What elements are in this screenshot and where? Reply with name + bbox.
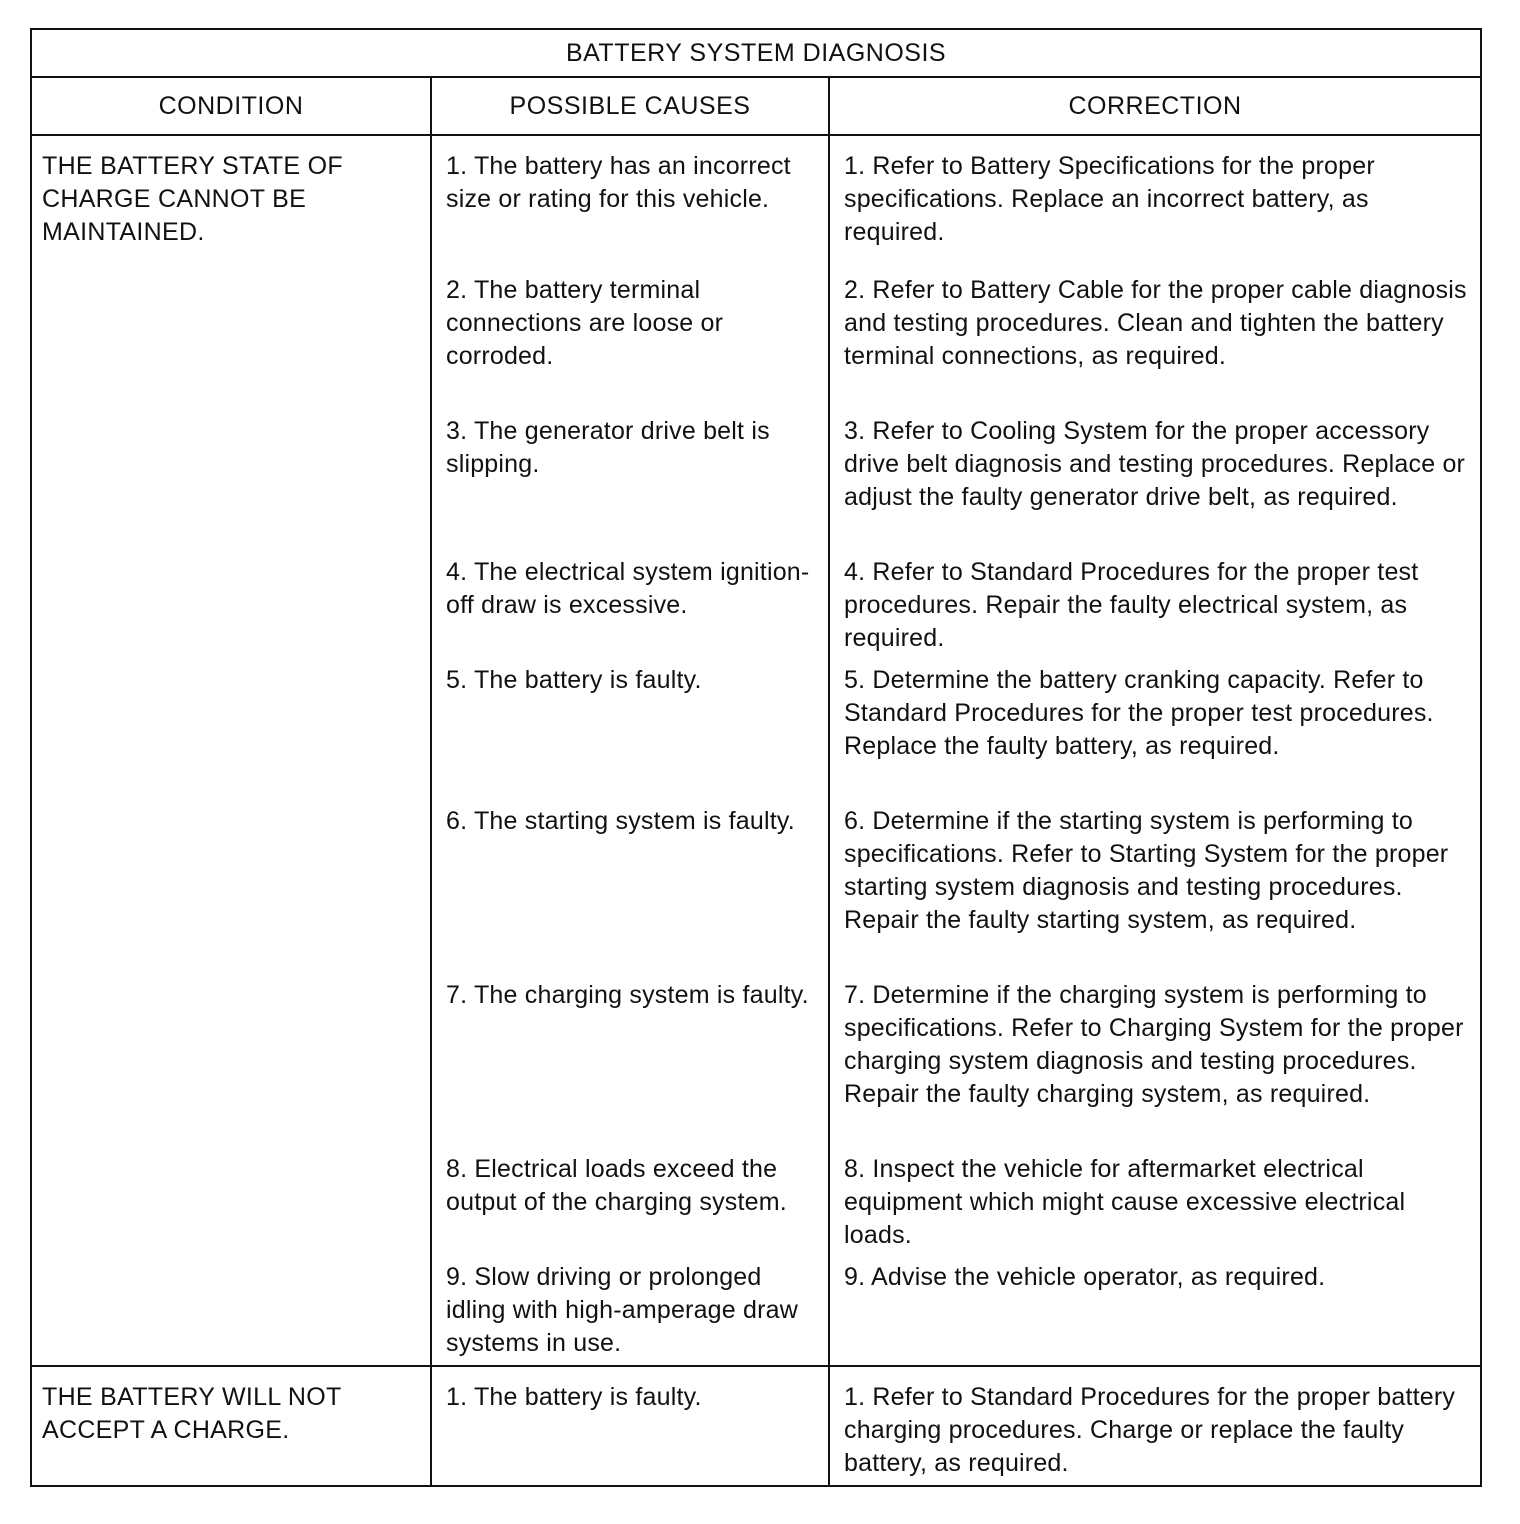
cause-item: 9. Slow driving or prolonged idling with high-amperage draw systems in use. bbox=[446, 1263, 799, 1357]
correction-item: 5. Determine the battery cranking capacity. Refer to Standard Procedures for the proper test procedures. Replace the faulty battery, as required. bbox=[844, 666, 1434, 760]
correction-cell bbox=[829, 1366, 1481, 1486]
battery-diagnosis-table bbox=[30, 28, 1482, 1487]
condition-header: CONDITION bbox=[31, 77, 431, 135]
correction-item: 8. Inspect the vehicle for aftermarket electrical equipment which might cause excessive electrical loads. bbox=[844, 1155, 1406, 1249]
correction-item: 9. Advise the vehicle operator, as required. bbox=[844, 1263, 1326, 1291]
correction-item: 3. Refer to Cooling System for the proper accessory drive belt diagnosis and testing procedures. Replace or adjust the faulty generator drive belt, as required. bbox=[844, 417, 1466, 511]
correction-item: 6. Determine if the starting system is performing to specifications. Refer to Starting System for the proper starting system diagnosis and testing procedures. Repair the faulty starting system, as required. bbox=[844, 807, 1449, 934]
correction-cell bbox=[829, 135, 1481, 1366]
causes-header: POSSIBLE CAUSES bbox=[431, 77, 829, 135]
table-title: BATTERY SYSTEM DIAGNOSIS bbox=[31, 29, 1481, 77]
cause-item: 7. The charging system is faulty. bbox=[446, 981, 809, 1009]
table-row bbox=[31, 135, 1481, 1366]
correction-header: CORRECTION bbox=[829, 77, 1481, 135]
cause-item: 5. The battery is faulty. bbox=[446, 666, 702, 694]
causes-cell bbox=[431, 135, 829, 1366]
title-row bbox=[31, 29, 1481, 77]
causes-cell bbox=[431, 1366, 829, 1486]
cause-item: 2. The battery terminal connections are loose or corroded. bbox=[446, 276, 724, 370]
cause-item: 8. Electrical loads exceed the output of the charging system. bbox=[446, 1155, 787, 1216]
cause-item: 1. The battery is faulty. bbox=[446, 1383, 702, 1411]
cause-item: 1. The battery has an incorrect size or rating for this vehicle. bbox=[446, 152, 791, 213]
condition-cell: THE BATTERY WILL NOT ACCEPT A CHARGE. bbox=[31, 1366, 431, 1486]
cause-item: 4. The electrical system ignition-off draw is excessive. bbox=[446, 558, 810, 619]
correction-item: 4. Refer to Standard Procedures for the proper test procedures. Repair the faulty electrical system, as required. bbox=[844, 558, 1419, 652]
correction-item: 7. Determine if the charging system is performing to specifications. Refer to Charging System for the proper charging system diagnosis and testing procedures. Repair the faulty charging system, as required. bbox=[844, 981, 1464, 1108]
table-row bbox=[31, 1366, 1481, 1486]
condition-cell: THE BATTERY STATE OF CHARGE CANNOT BE MAINTAINED. bbox=[31, 135, 431, 1366]
header-row bbox=[31, 77, 1481, 135]
cause-item: 3. The generator drive belt is slipping. bbox=[446, 417, 770, 478]
correction-item: 2. Refer to Battery Cable for the proper cable diagnosis and testing procedures. Clean and tighten the battery terminal connections, as required. bbox=[844, 276, 1467, 370]
cause-item: 6. The starting system is faulty. bbox=[446, 807, 795, 835]
correction-item: 1. Refer to Battery Specifications for the proper specifications. Replace an incorrect battery, as required. bbox=[844, 152, 1375, 246]
correction-item: 1. Refer to Standard Procedures for the proper battery charging procedures. Charge or replace the faulty battery, as required. bbox=[844, 1383, 1456, 1477]
